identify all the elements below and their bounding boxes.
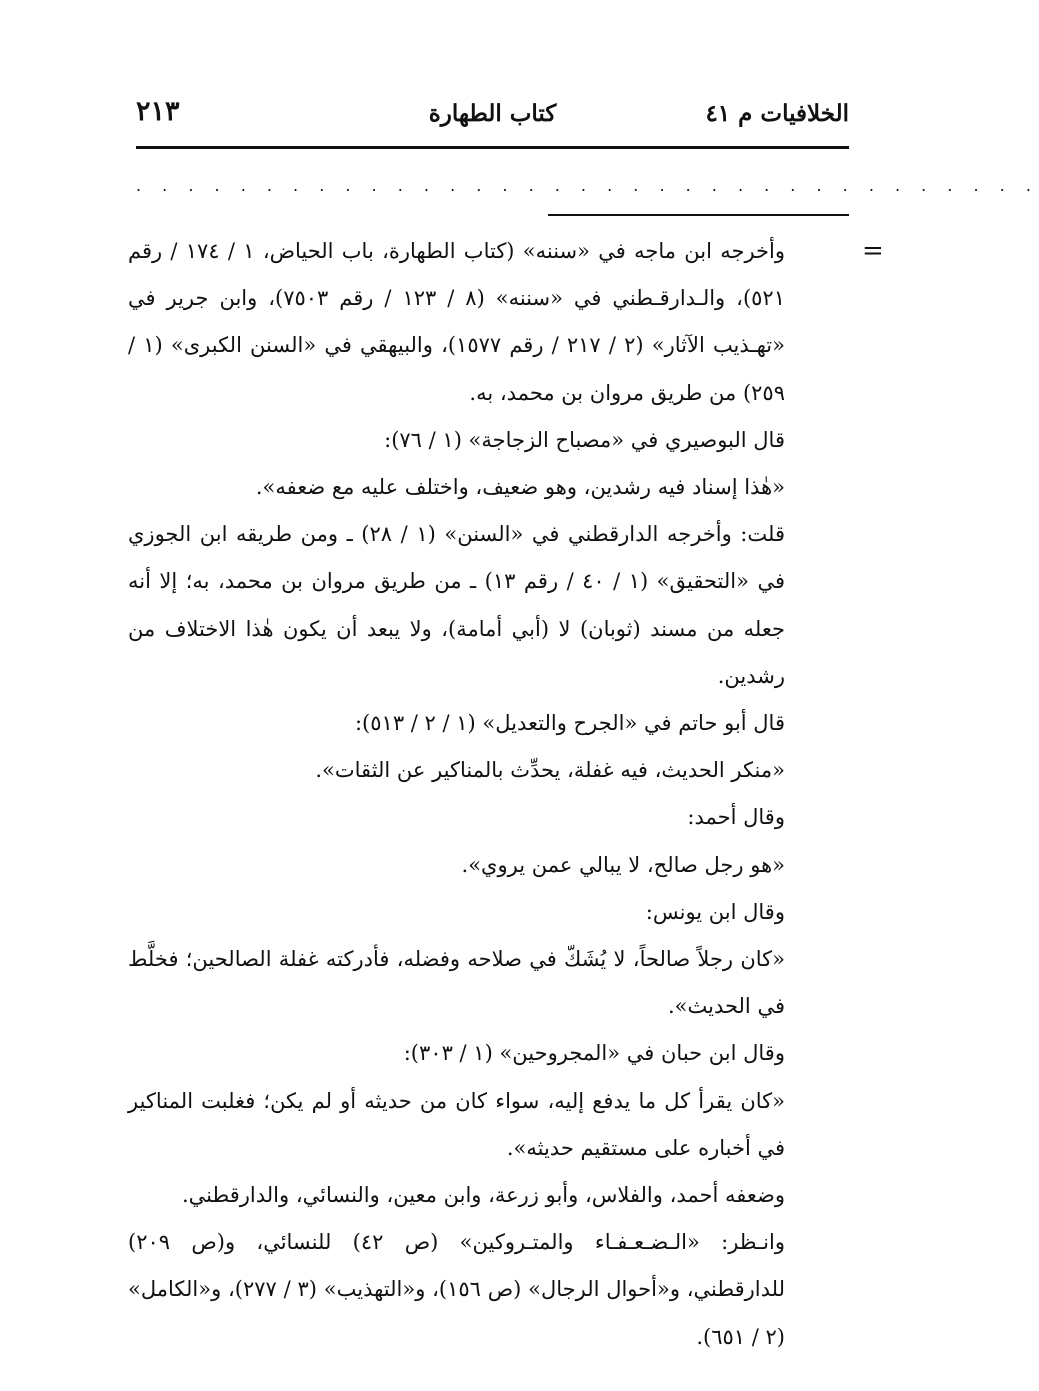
paragraph: وقال ابن حبان في «المجروحين» (١ / ٣٠٣): <box>403 1041 785 1066</box>
footnote-rule <box>548 214 849 216</box>
quote: «هو رجل صالح، لا يبالي عمن يروي». <box>461 852 785 877</box>
header-rule <box>136 146 849 149</box>
quote: «كان رجلاً صالحاً، لا يُشَكّ في صلاحه وفضله، فأدركته غفلة الصالحين؛ فخلَّط في الحديث». <box>128 947 785 1019</box>
paragraph: وأخرجه ابن ماجه في «سننه» (كتاب الطهارة، باب الحياض، ١ / ١٧٤ / رقم ٥٢١)، والـدارقـطني في «سننه» (٨ / ١٢٣ / رقم ٧٥٠٣)، وابن جرير في «تهـذيب الآثار» (٢ / ٢١٧ / رقم ١٥٧٧)، والبيهقي في «السنن الكبرى» (١ / ٢٥٩) من طريق مروان بن محمد، به. <box>128 239 785 405</box>
paragraph: وضعفه أحمد، والفلاس، وأبو زرعة، وابن معين، والنسائي، والدارقطني. <box>181 1183 785 1208</box>
quote: «منكر الحديث، فيه غفلة، يحدِّث بالمناكير عن الثقات». <box>315 758 785 783</box>
separator-dots: . . . . . . . . . . . . . . . . . . . . . . . . . . . . . . . . . . . <box>136 176 1039 195</box>
page-number: ٢١٣ <box>136 96 180 127</box>
quote: «كان يقرأ كل ما يدفع إليه، سواء كان من حديثه أو لم يكن؛ فغلبت المناكير في أخباره على مستقيم حديثه». <box>128 1088 785 1160</box>
paragraph: قال أبو حاتم في «الجرح والتعديل» (١ / ٢ / ٥١٣): <box>354 711 785 736</box>
continuation-mark: = <box>862 236 884 266</box>
chapter-title: كتاب الطهارة <box>428 100 557 127</box>
paragraph: وقال ابن يونس: <box>645 899 785 924</box>
page-header <box>136 96 849 136</box>
running-title: الخلافيات م ٤١ <box>705 100 849 127</box>
quote: «هٰذا إسناد فيه رشدين، وهو ضعيف، واختلف عليه مع ضعفه». <box>255 475 785 500</box>
footnote-body <box>128 228 849 1361</box>
paragraph: وقال أحمد: <box>687 805 785 830</box>
paragraph: وانـظر: «الـضـعـفـاء والمتـروكين» (ص ٤٢) للنسائي، و(ص ٢٠٩) للدارقطني، و«أحوال الرجال» (ص ١٥٦)، و«التهذيب» (٣ / ٢٧٧)، و«الكامل» (٢ / ٦٥١). <box>128 1230 785 1349</box>
paragraph: قلت: وأخرجه الدارقطني في «السنن» (١ / ٢٨) ـ ومن طريقه ابن الجوزي في «التحقيق» (١ / ٤٠ / رقم ١٣) ـ من طريق مروان بن محمد، به؛ إلا أنه جعله من مسند (ثوبان) لا (أبي أمامة)، ولا يبعد أن يكون هٰذا الاختلاف من رشدين. <box>128 522 785 688</box>
paragraph: قال البوصيري في «مصباح الزجاجة» (١ / ٧٦): <box>384 427 785 452</box>
